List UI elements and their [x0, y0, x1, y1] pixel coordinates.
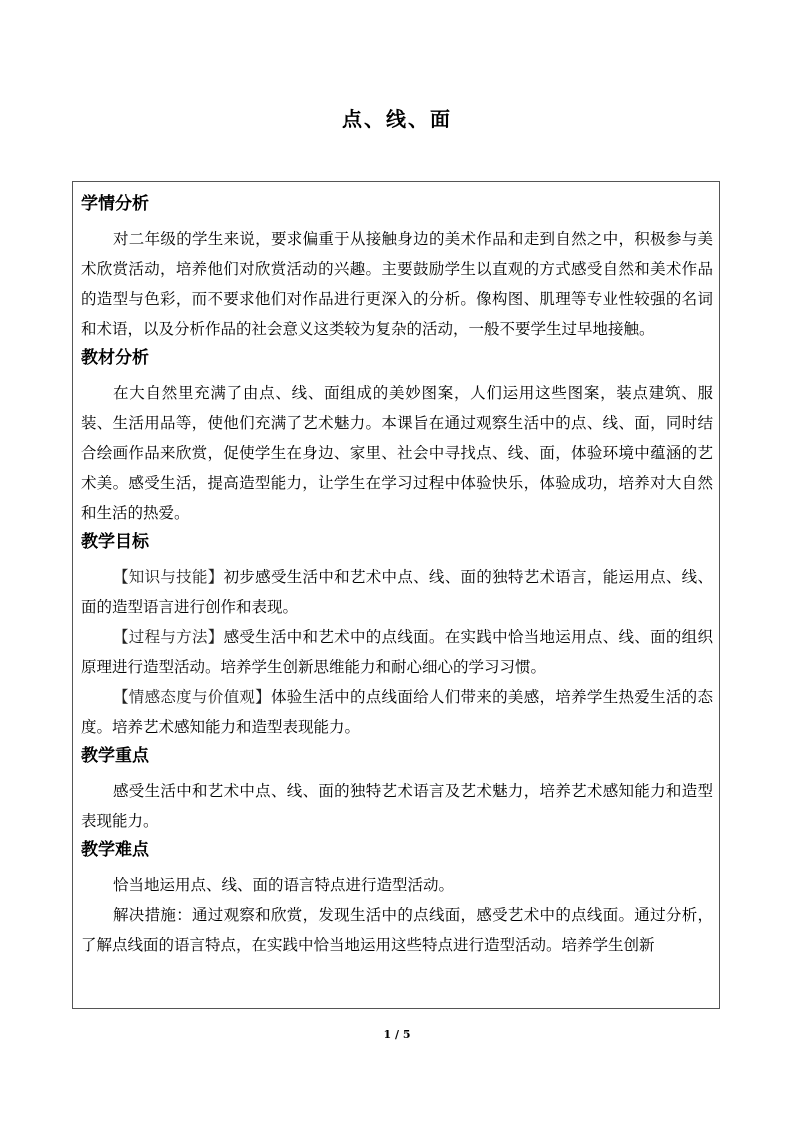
lesson-plan-table — [72, 181, 720, 1009]
heading-zhongdian: 教学重点 — [81, 746, 149, 766]
goal-knowledge — [81, 562, 713, 622]
goal-knowledge-text: 初步感受生活中和艺术中点、线、面的独特艺术语言，能运用点、线、面的造型语言进行创作和表现。 — [81, 568, 713, 616]
heading-nandian: 教学难点 — [81, 840, 149, 860]
paragraph-zhongdian: 感受生活中和艺术中点、线、面的独特艺术语言及艺术魅力，培养艺术感知能力和造型表现能力。 — [81, 782, 713, 830]
paragraph-jiaocai: 在大自然里充满了由点、线、面组成的美妙图案，人们运用这些图案，装点建筑、服装、生活用品等，使他们充满了艺术魅力。本课旨在通过观察生活中的点、线、面，同时结合绘画作品来欣赏，促使学生在身边、家里、社会中寻找点、线、面，体验环境中蕴涵的艺术美。感受生活，提高造型能力，让学生在学习过程中体验快乐，体验成功，培养对大自然和生活的热爱。 — [81, 384, 713, 522]
page-title: 点、线、面 — [342, 107, 452, 131]
goal-emotion — [81, 682, 713, 742]
goal-process-tag: 【过程与方法】 — [113, 628, 224, 646]
goal-emotion-tag: 【情感态度与价值观】 — [113, 688, 271, 706]
goal-process — [81, 622, 713, 682]
heading-jiaocai: 教材分析 — [81, 348, 149, 368]
heading-xueqing: 学情分析 — [81, 194, 149, 214]
heading-mubiao: 教学目标 — [81, 532, 149, 552]
page-number: 1 / 5 — [383, 1028, 411, 1041]
goal-emotion-text: 体验生活中的点线面给人们带来的美感，培养学生热爱生活的态度。培养艺术感知能力和造型表现能力。 — [81, 688, 713, 736]
table-content — [81, 190, 713, 960]
goal-knowledge-tag: 【知识与技能】 — [113, 568, 224, 586]
paragraph-xueqing: 对二年级的学生来说，要求偏重于从接触身边的美术作品和走到自然之中，积极参与美术欣赏活动，培养他们对欣赏活动的兴趣。主要鼓励学生以直观的方式感受自然和美术作品的造型与色彩，而不要求他们对作品进行更深入的分析。像构图、肌理等专业性较强的名词和术语，以及分析作品的社会意义这类较为复杂的活动，一般不要学生过早地接触。 — [81, 230, 713, 338]
paragraph-nandian: 恰当地运用点、线、面的语言特点进行造型活动。 — [113, 876, 455, 894]
paragraph-nandian-measures: 解决措施：通过观察和欣赏，发现生活中的点线面，感受艺术中的点线面。通过分析，了解点线面的语言特点，在实践中恰当地运用这些特点进行造型活动。培养学生创新 — [81, 906, 713, 954]
goal-process-text: 感受生活中和艺术中的点线面。在实践中恰当地运用点、线、面的组织原理进行造型活动。培养学生创新思维能力和耐心细心的学习习惯。 — [81, 628, 713, 676]
